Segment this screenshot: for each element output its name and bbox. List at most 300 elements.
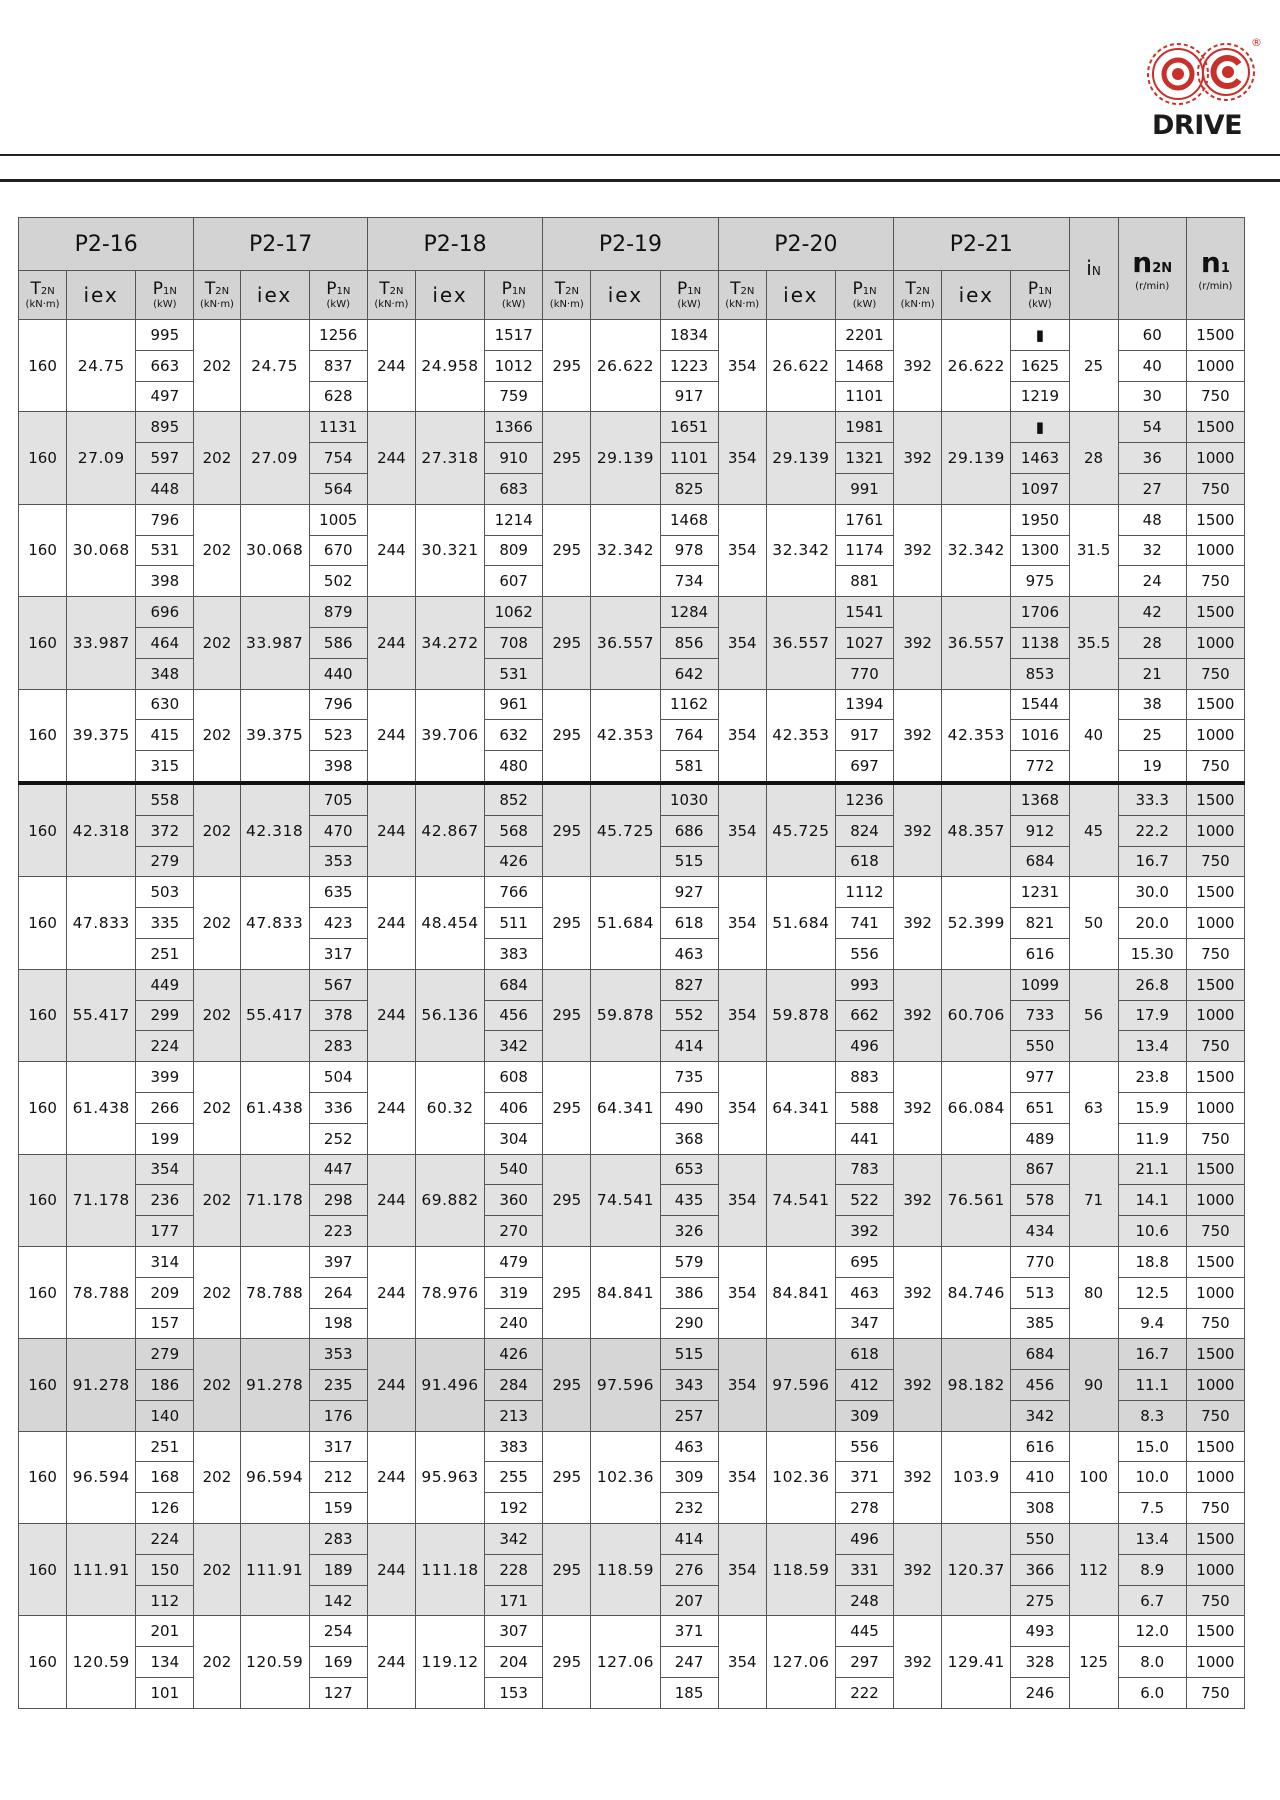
cell-iex: 64.341 <box>766 1062 835 1154</box>
cell-p1n: 618 <box>835 1339 893 1370</box>
spec-table-body <box>19 320 1245 1709</box>
cell-t2n: 295 <box>543 1339 591 1431</box>
cell-t2n: 202 <box>194 969 240 1061</box>
cell-p1n: 1544 <box>1011 689 1069 720</box>
cell-p1n: ▮ <box>1011 320 1069 351</box>
cell-p1n: 354 <box>136 1154 194 1185</box>
cell-p1n: 1517 <box>485 320 543 351</box>
cell-n2n: 21.1 <box>1118 1154 1186 1185</box>
cell-p1n: 326 <box>660 1216 718 1247</box>
cell-t2n: 354 <box>718 1339 766 1431</box>
header-rule-top <box>0 154 1280 156</box>
cell-p1n: 248 <box>835 1585 893 1616</box>
column-header-row <box>19 271 1245 320</box>
cell-p1n: 309 <box>660 1462 718 1493</box>
cell-n2n: 8.3 <box>1118 1400 1186 1431</box>
header-subscript: 1N <box>336 285 351 297</box>
cell-p1n: 552 <box>660 1000 718 1031</box>
cell-n1: 1000 <box>1186 535 1244 566</box>
cell-p1n: ▮ <box>1011 412 1069 443</box>
cell-t2n: 354 <box>718 1154 766 1246</box>
cell-in: 112 <box>1069 1524 1118 1616</box>
cell-p1n: 684 <box>1011 1339 1069 1370</box>
cell-n1: 1000 <box>1186 815 1244 846</box>
cell-p1n: 177 <box>136 1216 194 1247</box>
cell-iex: 102.36 <box>766 1431 835 1523</box>
table-row <box>19 1339 1245 1370</box>
cell-p1n: 1368 <box>1011 783 1069 815</box>
cell-iex: 27.09 <box>240 412 309 504</box>
cell-iex: 84.746 <box>942 1246 1011 1338</box>
cell-p1n: 171 <box>485 1585 543 1616</box>
cell-iex: 71.178 <box>240 1154 309 1246</box>
cell-p1n: 961 <box>485 689 543 720</box>
cell-p1n: 270 <box>485 1216 543 1247</box>
table-row <box>19 689 1245 720</box>
cell-iex: 76.561 <box>942 1154 1011 1246</box>
cell-n1: 1000 <box>1186 1370 1244 1401</box>
cell-n2n: 25 <box>1118 720 1186 751</box>
cell-p1n: 684 <box>485 969 543 1000</box>
cell-p1n: 445 <box>835 1616 893 1647</box>
cell-n1: 750 <box>1186 473 1244 504</box>
cell-n1: 750 <box>1186 1400 1244 1431</box>
cell-p1n: 222 <box>835 1678 893 1709</box>
cell-n1: 1000 <box>1186 1647 1244 1678</box>
cell-t2n: 244 <box>367 412 415 504</box>
cell-in: 71 <box>1069 1154 1118 1246</box>
cell-iex: 47.833 <box>67 877 136 969</box>
cell-p1n: 290 <box>660 1308 718 1339</box>
cell-p1n: 618 <box>660 908 718 939</box>
cell-p1n: 331 <box>835 1554 893 1585</box>
cell-p1n: 383 <box>485 938 543 969</box>
cell-n2n: 32 <box>1118 535 1186 566</box>
cell-p1n: 314 <box>136 1246 194 1277</box>
cell-p1n: 134 <box>136 1647 194 1678</box>
cell-p1n: 186 <box>136 1370 194 1401</box>
cell-p1n: 1223 <box>660 350 718 381</box>
cell-in: 25 <box>1069 320 1118 412</box>
cell-p1n: 741 <box>835 908 893 939</box>
cell-p1n: 489 <box>1011 1123 1069 1154</box>
cell-t2n: 202 <box>194 877 240 969</box>
cell-n1: 750 <box>1186 566 1244 597</box>
cell-p1n: 440 <box>309 658 367 689</box>
header-subscript: 1N <box>163 285 177 297</box>
cell-n2n: 6.0 <box>1118 1678 1186 1709</box>
header-main: T <box>30 278 41 299</box>
cell-p1n: 298 <box>309 1185 367 1216</box>
cell-t2n: 295 <box>543 1431 591 1523</box>
cell-t2n: 354 <box>718 1431 766 1523</box>
header-main: P <box>152 278 164 299</box>
cell-t2n: 160 <box>19 1154 67 1246</box>
header-main: P <box>852 278 863 299</box>
cell-n1: 750 <box>1186 1678 1244 1709</box>
cell-t2n: 160 <box>19 412 67 504</box>
cell-iex: 55.417 <box>240 969 309 1061</box>
cell-t2n: 392 <box>894 783 942 877</box>
cell-t2n: 202 <box>194 412 240 504</box>
cell-t2n: 244 <box>367 877 415 969</box>
cell-n2n: 10.0 <box>1118 1462 1186 1493</box>
cell-p1n: 1101 <box>835 381 893 412</box>
cell-p1n: 1366 <box>485 412 543 443</box>
cell-iex: 91.278 <box>240 1339 309 1431</box>
cell-n1: 750 <box>1186 1308 1244 1339</box>
cell-p1n: 635 <box>309 877 367 908</box>
cell-in: 31.5 <box>1069 504 1118 596</box>
cell-p1n: 347 <box>835 1308 893 1339</box>
cell-n1: 1000 <box>1186 1462 1244 1493</box>
cell-n1: 1000 <box>1186 1185 1244 1216</box>
cell-p1n: 410 <box>1011 1462 1069 1493</box>
cell-p1n: 837 <box>309 350 367 381</box>
cell-p1n: 493 <box>1011 1616 1069 1647</box>
header-t2n <box>543 271 591 320</box>
cell-t2n: 202 <box>194 1616 240 1708</box>
cell-p1n: 2201 <box>835 320 893 351</box>
header-iex <box>591 271 660 320</box>
cell-t2n: 202 <box>194 320 240 412</box>
cell-t2n: 160 <box>19 969 67 1061</box>
cell-t2n: 244 <box>367 1616 415 1708</box>
cell-p1n: 597 <box>136 443 194 474</box>
model-header-p2-18: P2-18 <box>367 218 542 271</box>
cell-iex: 45.725 <box>766 783 835 877</box>
cell-n1: 1500 <box>1186 1246 1244 1277</box>
header-symbol <box>730 279 754 299</box>
cell-p1n: 423 <box>309 908 367 939</box>
header-main: n <box>1200 245 1221 279</box>
cell-p1n: 176 <box>309 1400 367 1431</box>
cell-p1n: 1099 <box>1011 969 1069 1000</box>
cell-t2n: 244 <box>367 597 415 689</box>
cell-n2n: 11.1 <box>1118 1370 1186 1401</box>
cell-t2n: 244 <box>367 1062 415 1154</box>
cell-t2n: 202 <box>194 1339 240 1431</box>
cell-p1n: 283 <box>309 1031 367 1062</box>
cell-p1n: 1162 <box>660 689 718 720</box>
cell-iex: 24.958 <box>415 320 484 412</box>
cell-p1n: 255 <box>485 1462 543 1493</box>
cell-iex: 96.594 <box>67 1431 136 1523</box>
cell-iex: 36.557 <box>942 597 1011 689</box>
cell-p1n: 581 <box>660 751 718 783</box>
cell-p1n: 342 <box>485 1031 543 1062</box>
cell-iex: 32.342 <box>766 504 835 596</box>
cell-t2n: 295 <box>543 597 591 689</box>
cell-iex: 120.37 <box>942 1524 1011 1616</box>
cell-p1n: 247 <box>660 1647 718 1678</box>
cell-in: 40 <box>1069 689 1118 783</box>
cell-t2n: 295 <box>543 1524 591 1616</box>
cell-p1n: 1131 <box>309 412 367 443</box>
cell-p1n: 504 <box>309 1062 367 1093</box>
cell-n2n: 13.4 <box>1118 1031 1186 1062</box>
model-header-p2-16: P2-16 <box>19 218 194 271</box>
cell-p1n: 991 <box>835 473 893 504</box>
header-main: T <box>554 278 566 299</box>
cell-iex: 120.59 <box>67 1616 136 1708</box>
cell-p1n: 496 <box>835 1031 893 1062</box>
cell-iex: 59.878 <box>766 969 835 1061</box>
cell-t2n: 160 <box>19 689 67 783</box>
cell-p1n: 297 <box>835 1647 893 1678</box>
header-unit: (r/min) <box>1198 280 1233 292</box>
cell-n1: 1000 <box>1186 1554 1244 1585</box>
header-subscript: 2N <box>389 285 404 297</box>
header-subscript: 2N <box>915 285 930 297</box>
cell-n2n: 12.5 <box>1118 1277 1186 1308</box>
cell-t2n: 295 <box>543 783 591 877</box>
cell-n2n: 15.9 <box>1118 1092 1186 1123</box>
header-iex <box>67 271 136 320</box>
table-row <box>19 597 1245 628</box>
cell-p1n: 754 <box>309 443 367 474</box>
cell-iex: 66.084 <box>942 1062 1011 1154</box>
cell-n2n: 8.9 <box>1118 1554 1186 1585</box>
cell-t2n: 160 <box>19 1524 67 1616</box>
cell-p1n: 523 <box>309 720 367 751</box>
cell-p1n: 236 <box>136 1185 194 1216</box>
cell-p1n: 449 <box>136 969 194 1000</box>
cell-iex: 30.068 <box>240 504 309 596</box>
cell-p1n: 426 <box>485 846 543 877</box>
cell-p1n: 759 <box>485 381 543 412</box>
model-header-p2-17: P2-17 <box>194 218 367 271</box>
cell-p1n: 150 <box>136 1554 194 1585</box>
cell-n1: 1500 <box>1186 1154 1244 1185</box>
cell-iex: 127.06 <box>591 1616 660 1708</box>
cell-t2n: 295 <box>543 1154 591 1246</box>
brand-logo-text: DRIVE <box>1152 110 1243 141</box>
cell-n1: 1000 <box>1186 1092 1244 1123</box>
cell-p1n: 224 <box>136 1524 194 1555</box>
cell-p1n: 276 <box>660 1554 718 1585</box>
cell-p1n: 772 <box>1011 751 1069 783</box>
table-row <box>19 969 1245 1000</box>
cell-t2n: 202 <box>194 783 240 877</box>
cell-p1n: 317 <box>309 938 367 969</box>
cell-p1n: 632 <box>485 720 543 751</box>
cell-iex: 47.833 <box>240 877 309 969</box>
cell-t2n: 202 <box>194 1154 240 1246</box>
header-t2n <box>367 271 415 320</box>
cell-p1n: 447 <box>309 1154 367 1185</box>
cell-p1n: 705 <box>309 783 367 815</box>
cell-n1: 1000 <box>1186 350 1244 381</box>
cell-n2n: 36 <box>1118 443 1186 474</box>
header-symbol <box>379 279 403 299</box>
cell-iex: 48.357 <box>942 783 1011 877</box>
header-unit: (kW) <box>326 298 350 310</box>
cell-p1n: 434 <box>1011 1216 1069 1247</box>
cell-p1n: 642 <box>660 658 718 689</box>
cell-p1n: 335 <box>136 908 194 939</box>
cell-n2n: 26.8 <box>1118 969 1186 1000</box>
cell-t2n: 392 <box>894 1062 942 1154</box>
cell-p1n: 228 <box>485 1554 543 1585</box>
gear-logo-icon <box>1138 34 1260 114</box>
header-symbol <box>205 279 229 299</box>
cell-p1n: 550 <box>1011 1524 1069 1555</box>
cell-p1n: 764 <box>660 720 718 751</box>
header-unit: (r/min) <box>1135 280 1170 292</box>
cell-p1n: 212 <box>309 1462 367 1493</box>
cell-t2n: 392 <box>894 320 942 412</box>
cell-p1n: 328 <box>1011 1647 1069 1678</box>
cell-p1n: 1651 <box>660 412 718 443</box>
cell-n1: 1000 <box>1186 443 1244 474</box>
cell-iex: 84.841 <box>591 1246 660 1338</box>
cell-n1: 1500 <box>1186 320 1244 351</box>
cell-n1: 750 <box>1186 938 1244 969</box>
cell-p1n: 278 <box>835 1493 893 1524</box>
cell-p1n: 264 <box>309 1277 367 1308</box>
cell-t2n: 295 <box>543 320 591 412</box>
cell-p1n: 616 <box>1011 938 1069 969</box>
cell-n2n: 21 <box>1118 658 1186 689</box>
cell-t2n: 160 <box>19 1616 67 1708</box>
cell-p1n: 856 <box>660 627 718 658</box>
cell-p1n: 616 <box>1011 1431 1069 1462</box>
cell-p1n: 157 <box>136 1308 194 1339</box>
cell-p1n: 204 <box>485 1647 543 1678</box>
cell-p1n: 1761 <box>835 504 893 535</box>
cell-p1n: 1321 <box>835 443 893 474</box>
cell-p1n: 867 <box>1011 1154 1069 1185</box>
header-iex-label: iex <box>607 283 644 307</box>
cell-t2n: 160 <box>19 597 67 689</box>
table-row <box>19 1431 1245 1462</box>
cell-t2n: 295 <box>543 412 591 504</box>
cell-t2n: 295 <box>543 504 591 596</box>
cell-n1: 1000 <box>1186 1277 1244 1308</box>
cell-p1n: 628 <box>309 381 367 412</box>
cell-t2n: 392 <box>894 504 942 596</box>
header-symbol <box>153 279 177 299</box>
header-symbol <box>1201 246 1230 279</box>
cell-t2n: 244 <box>367 689 415 783</box>
table-row <box>19 504 1245 535</box>
cell-n2n: 30.0 <box>1118 877 1186 908</box>
cell-t2n: 244 <box>367 1524 415 1616</box>
header-t2n <box>894 271 942 320</box>
cell-t2n: 295 <box>543 969 591 1061</box>
cell-t2n: 392 <box>894 689 942 783</box>
cell-p1n: 502 <box>309 566 367 597</box>
cell-iex: 111.91 <box>67 1524 136 1616</box>
header-p1n <box>136 271 194 320</box>
cell-iex: 118.59 <box>766 1524 835 1616</box>
cell-p1n: 383 <box>485 1431 543 1462</box>
cell-p1n: 185 <box>660 1678 718 1709</box>
cell-p1n: 568 <box>485 815 543 846</box>
cell-n2n: 6.7 <box>1118 1585 1186 1616</box>
cell-p1n: 240 <box>485 1308 543 1339</box>
cell-p1n: 1097 <box>1011 473 1069 504</box>
cell-n1: 1500 <box>1186 877 1244 908</box>
cell-p1n: 917 <box>835 720 893 751</box>
cell-t2n: 202 <box>194 1524 240 1616</box>
cell-n2n: 33.3 <box>1118 783 1186 815</box>
header-unit: (kN·m) <box>374 298 409 310</box>
cell-p1n: 770 <box>835 658 893 689</box>
cell-p1n: 1112 <box>835 877 893 908</box>
cell-p1n: 1016 <box>1011 720 1069 751</box>
cell-p1n: 342 <box>1011 1400 1069 1431</box>
cell-p1n: 399 <box>136 1062 194 1093</box>
cell-t2n: 202 <box>194 1431 240 1523</box>
cell-p1n: 796 <box>309 689 367 720</box>
cell-p1n: 821 <box>1011 908 1069 939</box>
cell-n2n: 14.1 <box>1118 1185 1186 1216</box>
cell-n2n: 23.8 <box>1118 1062 1186 1093</box>
cell-t2n: 244 <box>367 1246 415 1338</box>
cell-in: 56 <box>1069 969 1118 1061</box>
cell-iex: 55.417 <box>67 969 136 1061</box>
header-subscript: 2N <box>40 285 55 297</box>
cell-t2n: 160 <box>19 783 67 877</box>
cell-p1n: 307 <box>485 1616 543 1647</box>
cell-iex: 32.342 <box>942 504 1011 596</box>
cell-p1n: 235 <box>309 1370 367 1401</box>
cell-n1: 750 <box>1186 658 1244 689</box>
model-header-row <box>19 218 1245 271</box>
cell-p1n: 515 <box>660 1339 718 1370</box>
header-subscript: 1N <box>687 285 702 297</box>
table-row <box>19 1062 1245 1093</box>
cell-n1: 1500 <box>1186 689 1244 720</box>
cell-n1: 1500 <box>1186 1431 1244 1462</box>
cell-t2n: 392 <box>894 412 942 504</box>
cell-t2n: 354 <box>718 689 766 783</box>
cell-iex: 26.622 <box>942 320 1011 412</box>
cell-n1: 750 <box>1186 751 1244 783</box>
header-subscript: N <box>1091 264 1101 278</box>
cell-t2n: 244 <box>367 320 415 412</box>
cell-p1n: 618 <box>835 846 893 877</box>
cell-t2n: 354 <box>718 1246 766 1338</box>
cell-iex: 48.454 <box>415 877 484 969</box>
cell-p1n: 993 <box>835 969 893 1000</box>
cell-iex: 78.976 <box>415 1246 484 1338</box>
cell-p1n: 456 <box>1011 1370 1069 1401</box>
header-p1n <box>1011 271 1069 320</box>
cell-iex: 27.09 <box>67 412 136 504</box>
cell-p1n: 480 <box>485 751 543 783</box>
cell-p1n: 912 <box>1011 815 1069 846</box>
cell-p1n: 550 <box>1011 1031 1069 1062</box>
cell-p1n: 353 <box>309 846 367 877</box>
cell-t2n: 244 <box>367 1431 415 1523</box>
table-row <box>19 1154 1245 1185</box>
cell-n2n: 15.30 <box>1118 938 1186 969</box>
cell-p1n: 783 <box>835 1154 893 1185</box>
cell-p1n: 522 <box>835 1185 893 1216</box>
cell-n2n: 8.0 <box>1118 1647 1186 1678</box>
cell-iex: 39.706 <box>415 689 484 783</box>
cell-iex: 129.41 <box>942 1616 1011 1708</box>
cell-t2n: 202 <box>194 1062 240 1154</box>
cell-iex: 26.622 <box>591 320 660 412</box>
cell-n2n: 18.8 <box>1118 1246 1186 1277</box>
cell-iex: 69.882 <box>415 1154 484 1246</box>
cell-iex: 111.18 <box>415 1524 484 1616</box>
gearbox-spec-table <box>18 217 1245 1709</box>
